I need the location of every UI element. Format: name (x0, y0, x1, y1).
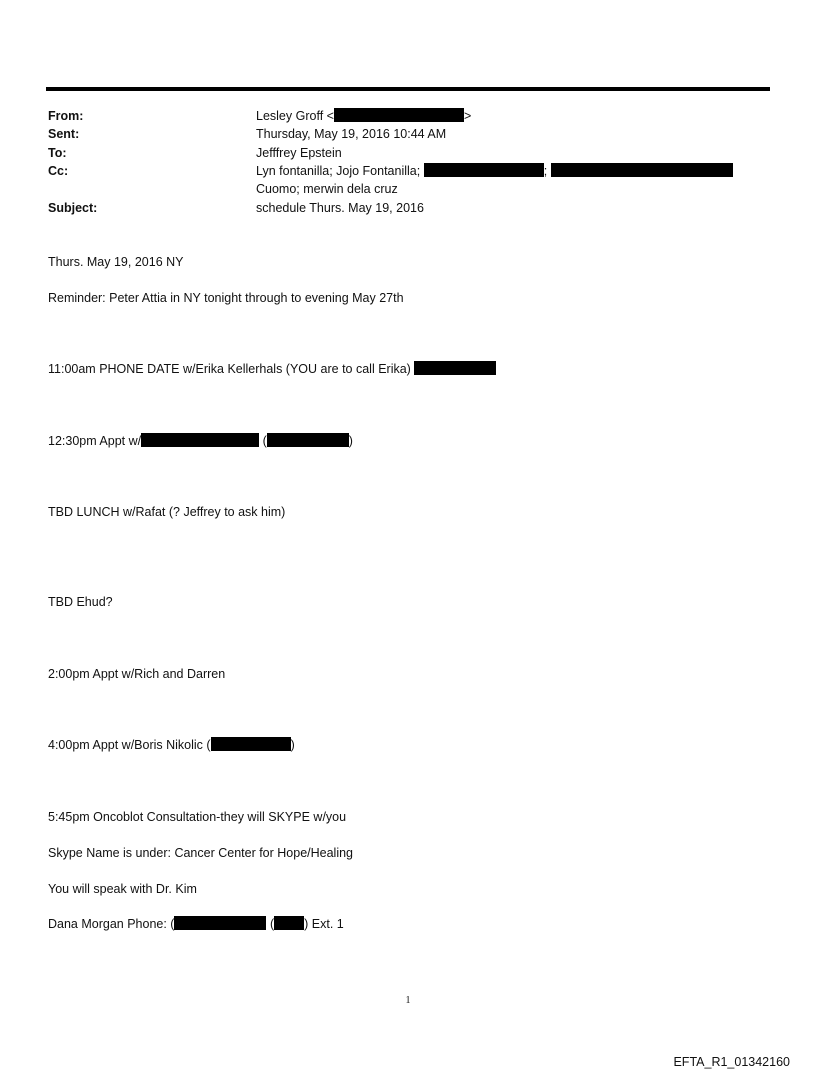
from-close: > (463, 109, 472, 123)
dana-phone-line (48, 915, 344, 933)
reminder-line: Reminder: Peter Attia in NY tonight through to evening May 27th (48, 291, 404, 305)
appt-400-line (48, 736, 295, 754)
page-number: 1 (405, 995, 411, 1006)
ehud-line: TBD Ehud? (48, 595, 113, 609)
redaction-block (267, 433, 349, 447)
appt-1230-open: ( (262, 434, 267, 448)
appt-1230-text: 12:30pm Appt w/ (48, 434, 142, 448)
appt-1230-line (48, 432, 353, 450)
subject-value: schedule Thurs. May 19, 2016 (256, 201, 424, 215)
cc-value-line-1 (256, 162, 733, 180)
from-name: Lesley Groff < (256, 109, 334, 123)
redaction-block (174, 916, 266, 930)
to-value: Jefffrey Epstein (256, 146, 342, 160)
cc-value-line-2: Cuomo; merwin dela cruz (256, 182, 398, 196)
sent-label: Sent: (48, 127, 80, 141)
lunch-line: TBD LUNCH w/Rafat (? Jeffrey to ask him) (48, 505, 286, 519)
date-line: Thurs. May 19, 2016 NY (48, 255, 184, 269)
redaction-block (274, 916, 304, 930)
cc-names: Lyn fontanilla; Jojo Fontanilla; (256, 164, 421, 178)
speak-line: You will speak with Dr. Kim (48, 882, 197, 896)
document-id: EFTA_R1_01342160 (673, 1055, 790, 1069)
dana-phone-text: Dana Morgan Phone: ( (48, 917, 175, 931)
appt-200-line: 2:00pm Appt w/Rich and Darren (48, 667, 226, 681)
phone-date-line (48, 360, 496, 378)
redaction-block (424, 163, 544, 177)
header-rule (46, 87, 770, 91)
to-label: To: (48, 146, 67, 160)
redaction-block (211, 737, 291, 751)
redaction-block (334, 108, 464, 122)
redaction-block (141, 433, 259, 447)
redaction-block (551, 163, 733, 177)
from-value (256, 107, 471, 125)
subject-label: Subject: (48, 201, 98, 215)
redaction-block (414, 361, 496, 375)
dana-phone-open: ( (269, 917, 275, 931)
cc-separator: ; (543, 164, 548, 178)
oncoblot-line: 5:45pm Oncoblot Consultation-they will SKYPE w/you (48, 810, 347, 824)
sent-value: Thursday, May 19, 2016 10:44 AM (256, 127, 447, 141)
appt-1230-close: ) (348, 434, 353, 448)
skype-line: Skype Name is under: Cancer Center for Hope/Healing (48, 846, 354, 860)
appt-400-text: 4:00pm Appt w/Boris Nikolic ( (48, 738, 211, 752)
appt-400-close: ) (290, 738, 295, 752)
dana-phone-suffix: ) Ext. 1 (304, 917, 344, 931)
from-label: From: (48, 109, 84, 123)
cc-label: Cc: (48, 164, 69, 178)
phone-date-text: 11:00am PHONE DATE w/Erika Kellerhals (YOU are to call Erika) (48, 362, 411, 376)
